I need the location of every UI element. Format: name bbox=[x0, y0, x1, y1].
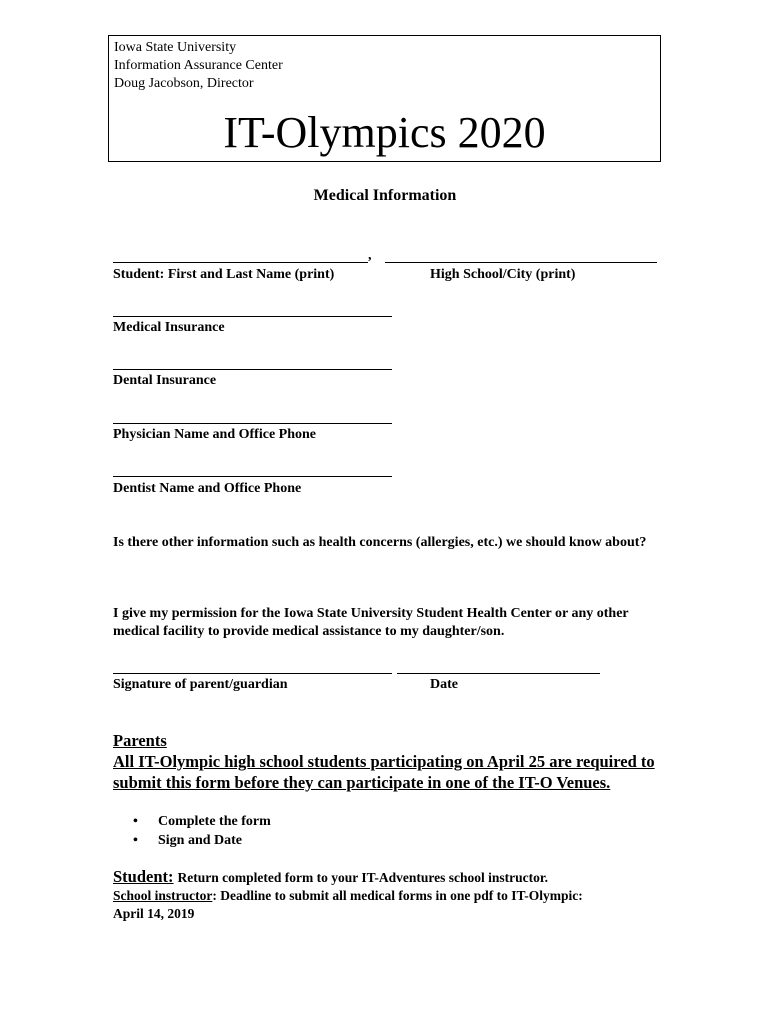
physician-label: Physician Name and Office Phone bbox=[113, 427, 316, 442]
dentist-label: Dentist Name and Office Phone bbox=[113, 481, 302, 496]
dental-insurance-label: Dental Insurance bbox=[113, 373, 217, 388]
instructor-instruction bbox=[113, 887, 583, 905]
signature-field[interactable] bbox=[113, 673, 392, 674]
section-title: Medical Information bbox=[313, 187, 457, 204]
header-box bbox=[108, 35, 661, 162]
dentist-field[interactable] bbox=[113, 476, 392, 477]
physician-field[interactable] bbox=[113, 423, 392, 424]
medical-insurance-field[interactable] bbox=[113, 316, 392, 317]
list-item bbox=[133, 831, 271, 850]
instructor-heading: School instructor bbox=[113, 888, 213, 903]
bullet-text: Sign and Date bbox=[158, 833, 243, 848]
university-name: Iowa State University bbox=[114, 40, 237, 55]
date-label: Date bbox=[430, 677, 458, 692]
medical-insurance-label: Medical Insurance bbox=[113, 320, 225, 335]
parents-text: All IT-Olympic high school students participating on April 25 are required to submit this form before they can participate in one of the IT-O Venues. bbox=[113, 752, 655, 792]
parents-heading: Parents bbox=[113, 731, 167, 750]
student-text: Return completed form to your IT-Adventures school instructor. bbox=[177, 870, 549, 885]
student-instruction bbox=[113, 867, 548, 887]
instructor-text: : Deadline to submit all medical forms in one pdf to IT-Olympic: bbox=[212, 888, 583, 903]
bullet-icon: • bbox=[133, 814, 138, 829]
school-city-field[interactable] bbox=[385, 262, 657, 263]
center-name: Information Assurance Center bbox=[114, 58, 283, 73]
student-heading: Student: bbox=[113, 867, 174, 886]
date-field[interactable] bbox=[397, 673, 600, 674]
student-name-label: Student: First and Last Name (print) bbox=[113, 267, 335, 282]
school-city-label: High School/City (print) bbox=[430, 267, 576, 282]
instruction-bullets bbox=[133, 812, 271, 850]
signature-label: Signature of parent/guardian bbox=[113, 677, 288, 692]
document-title: IT-Olympics 2020 bbox=[223, 108, 546, 157]
bullet-icon: • bbox=[133, 833, 138, 848]
deadline-date: April 14, 2019 bbox=[113, 906, 195, 921]
comma-separator: , bbox=[368, 248, 372, 263]
permission-statement: I give my permission for the Iowa State University Student Health Center or any other medical facility to provide medical assistance to my daughter/son. bbox=[113, 606, 629, 639]
director-name: Doug Jacobson, Director bbox=[114, 76, 254, 91]
student-name-field[interactable] bbox=[113, 262, 368, 263]
parents-notice bbox=[113, 730, 673, 793]
dental-insurance-field[interactable] bbox=[113, 369, 392, 370]
bullet-text: Complete the form bbox=[158, 814, 271, 829]
list-item bbox=[133, 812, 271, 831]
health-concerns-question: Is there other information such as health concerns (allergies, etc.) we should know about? bbox=[113, 535, 647, 550]
